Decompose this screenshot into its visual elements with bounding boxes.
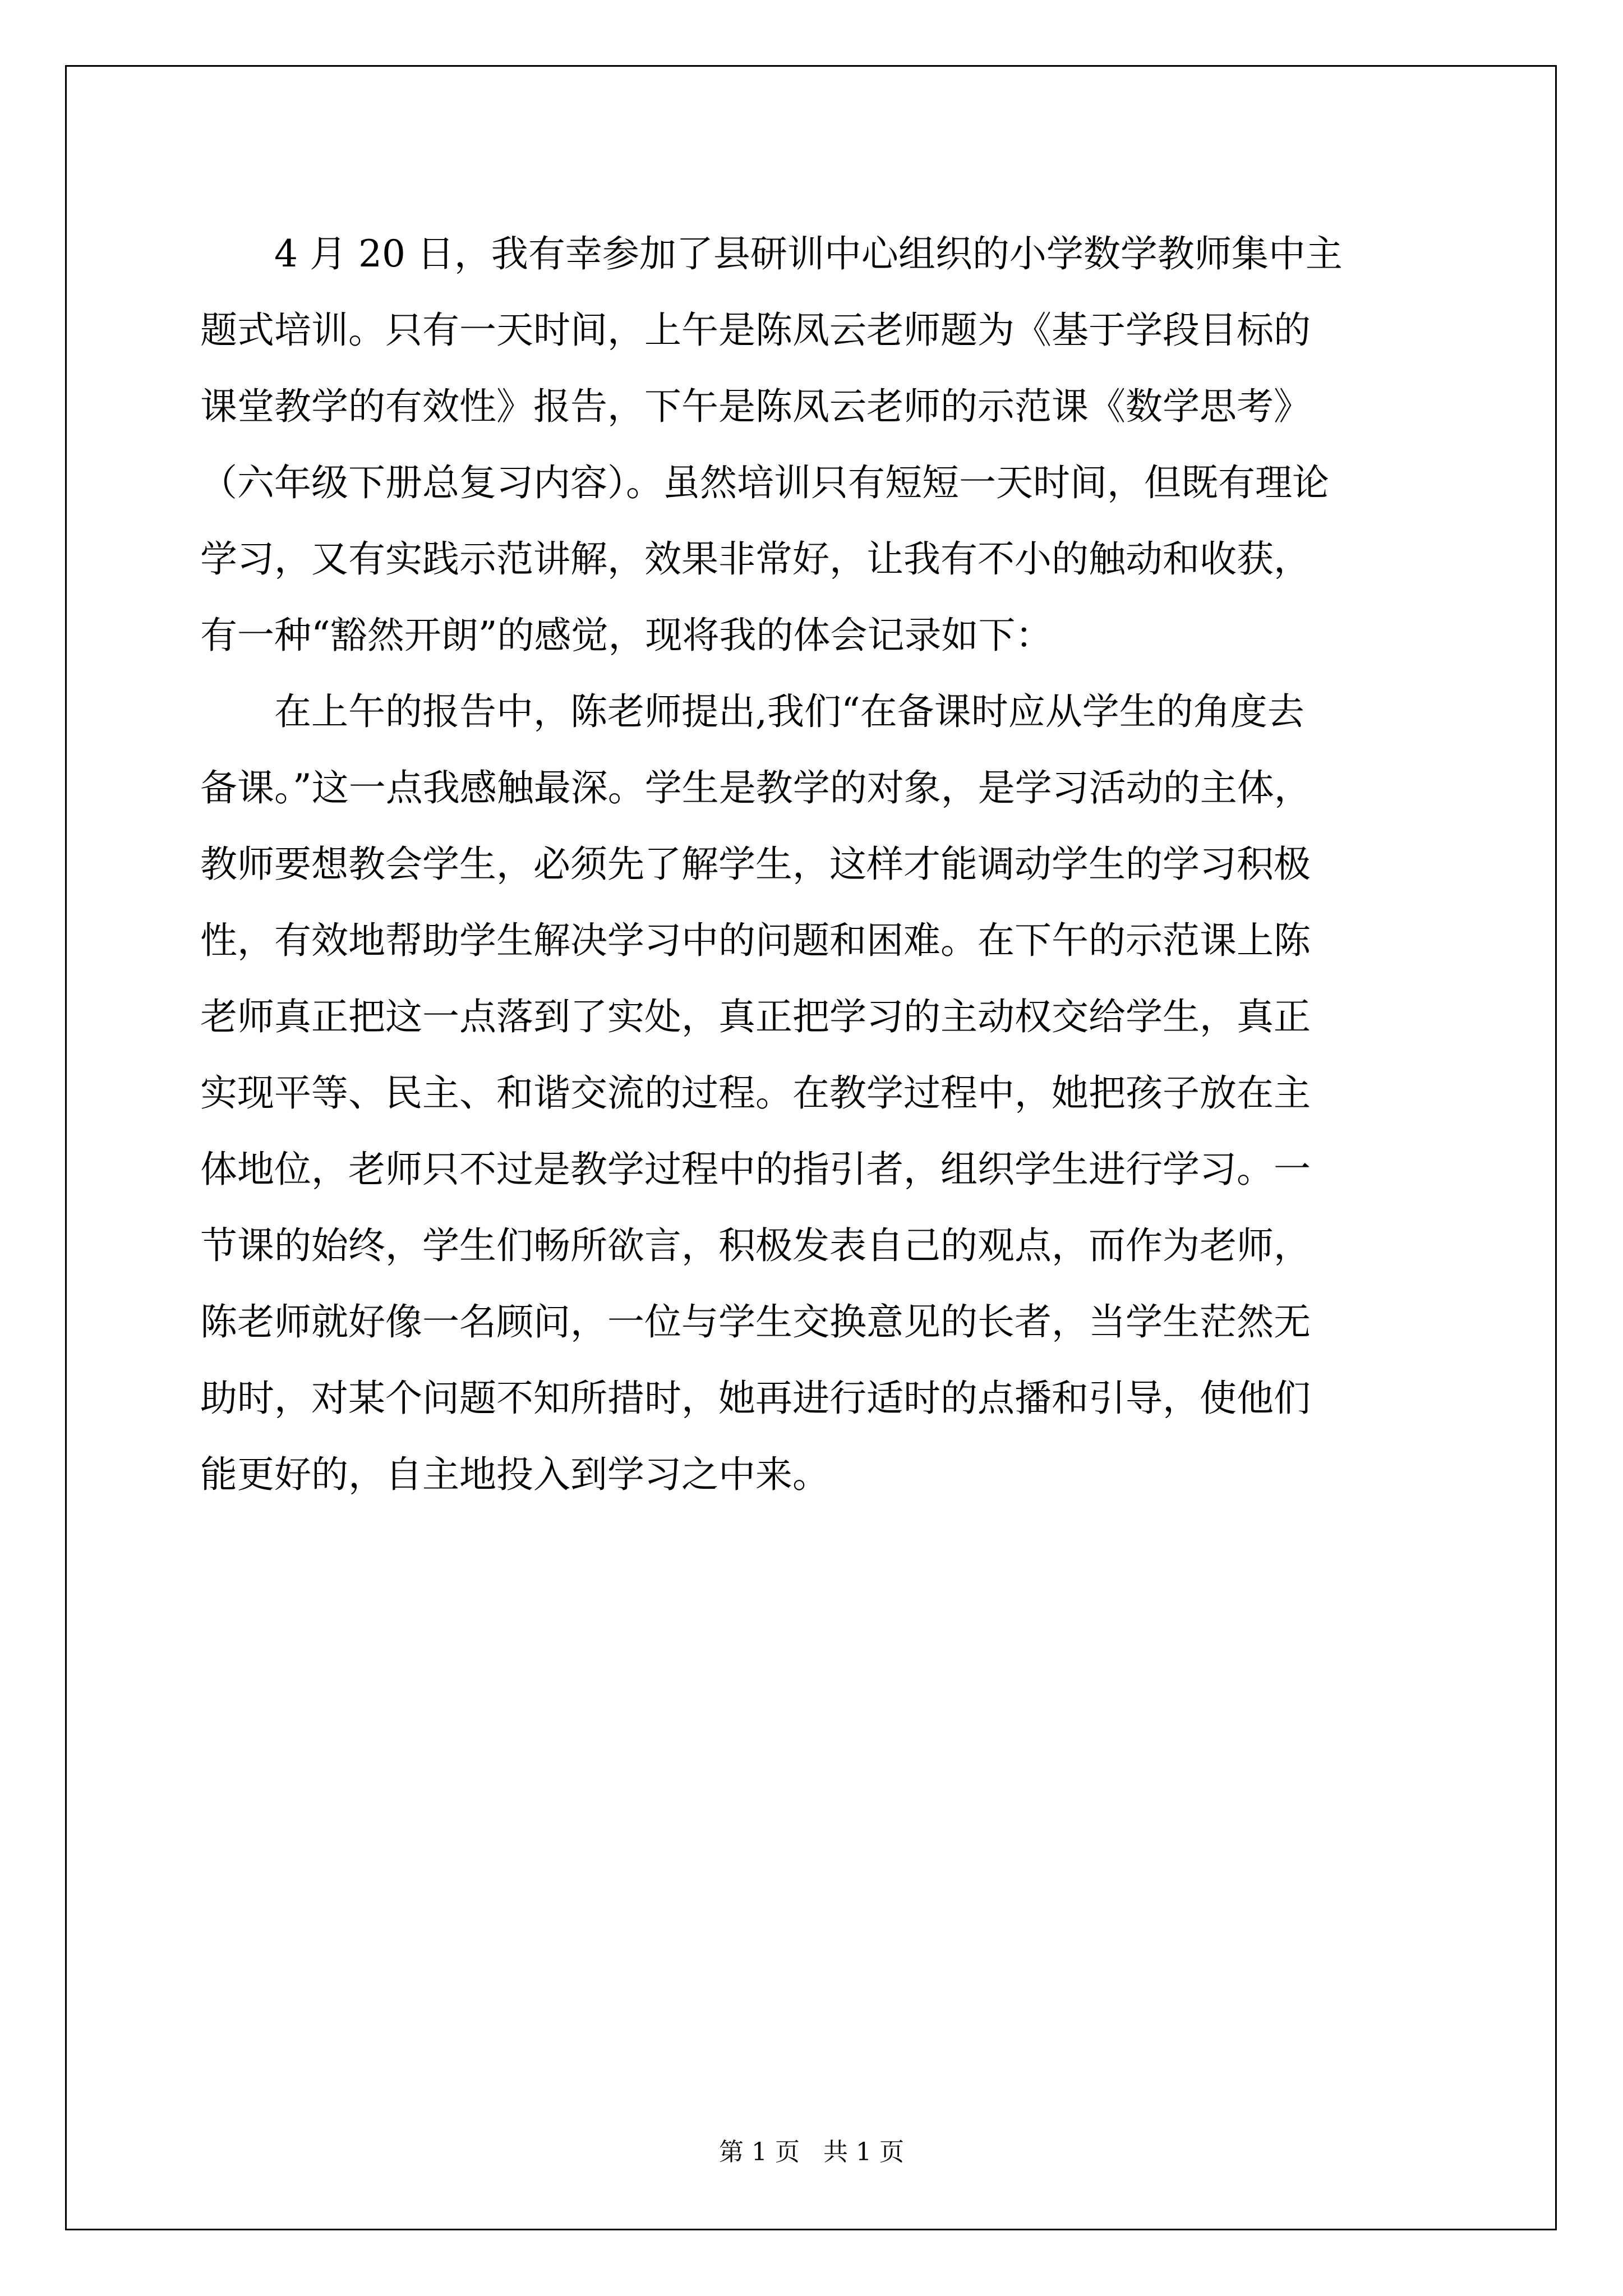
paragraph-1 xyxy=(200,216,1434,674)
text-line: 实现平等、民主、和谐交流的过程。在教学过程中，她把孩子放在主 xyxy=(200,1071,1311,1115)
document-body xyxy=(200,216,1434,1513)
text-line: 在上午的报告中，陈老师提出,我们“在备课时应从学生的角度去 xyxy=(274,690,1304,733)
text-line: 题式培训。只有一天时间，上午是陈凤云老师题为《基于学段目标的 xyxy=(200,309,1311,352)
text-line: 老师真正把这一点落到了实处，真正把学习的主动权交给学生，真正 xyxy=(200,995,1311,1038)
text-line: 节课的始终，学生们畅所欲言，积极发表自己的观点，而作为老师， xyxy=(200,1224,1311,1267)
text-line: 陈老师就好像一名顾问，一位与学生交换意见的长者，当学生茫然无 xyxy=(200,1300,1311,1343)
text-line: 4 月 20 日，我有幸参加了县研训中心组织的小学数学教师集中主 xyxy=(274,232,1343,275)
text-line: 有一种“豁然开朗”的感觉，现将我的体会记录如下： xyxy=(200,614,1053,657)
text-line: 能更好的，自主地投入到学习之中来。 xyxy=(200,1453,829,1496)
text-line: 课堂教学的有效性》报告，下午是陈凤云老师的示范课《数学思考》 xyxy=(200,385,1311,428)
text-line: 体地位，老师只不过是教学过程中的指引者，组织学生进行学习。一 xyxy=(200,1148,1311,1191)
text-line: 备课。”这一点我感触最深。学生是教学的对象，是学习活动的主体， xyxy=(200,766,1311,809)
text-line: 教师要想教会学生，必须先了解学生，这样才能调动学生的学习积极 xyxy=(200,843,1311,886)
text-line: 助时，对某个问题不知所措时，她再进行适时的点播和引导，使他们 xyxy=(200,1377,1311,1420)
text-line: 性，有效地帮助学生解决学习中的问题和困难。在下午的示范课上陈 xyxy=(200,919,1311,962)
paragraph-2 xyxy=(200,674,1434,1513)
text-line: （六年级下册总复习内容）。虽然培训只有短短一天时间，但既有理论 xyxy=(200,461,1329,504)
text-line: 学习，又有实践示范讲解，效果非常好，让我有不小的触动和收获， xyxy=(200,537,1311,581)
page-footer: 第 1 页 共 1 页 xyxy=(719,2138,904,2166)
